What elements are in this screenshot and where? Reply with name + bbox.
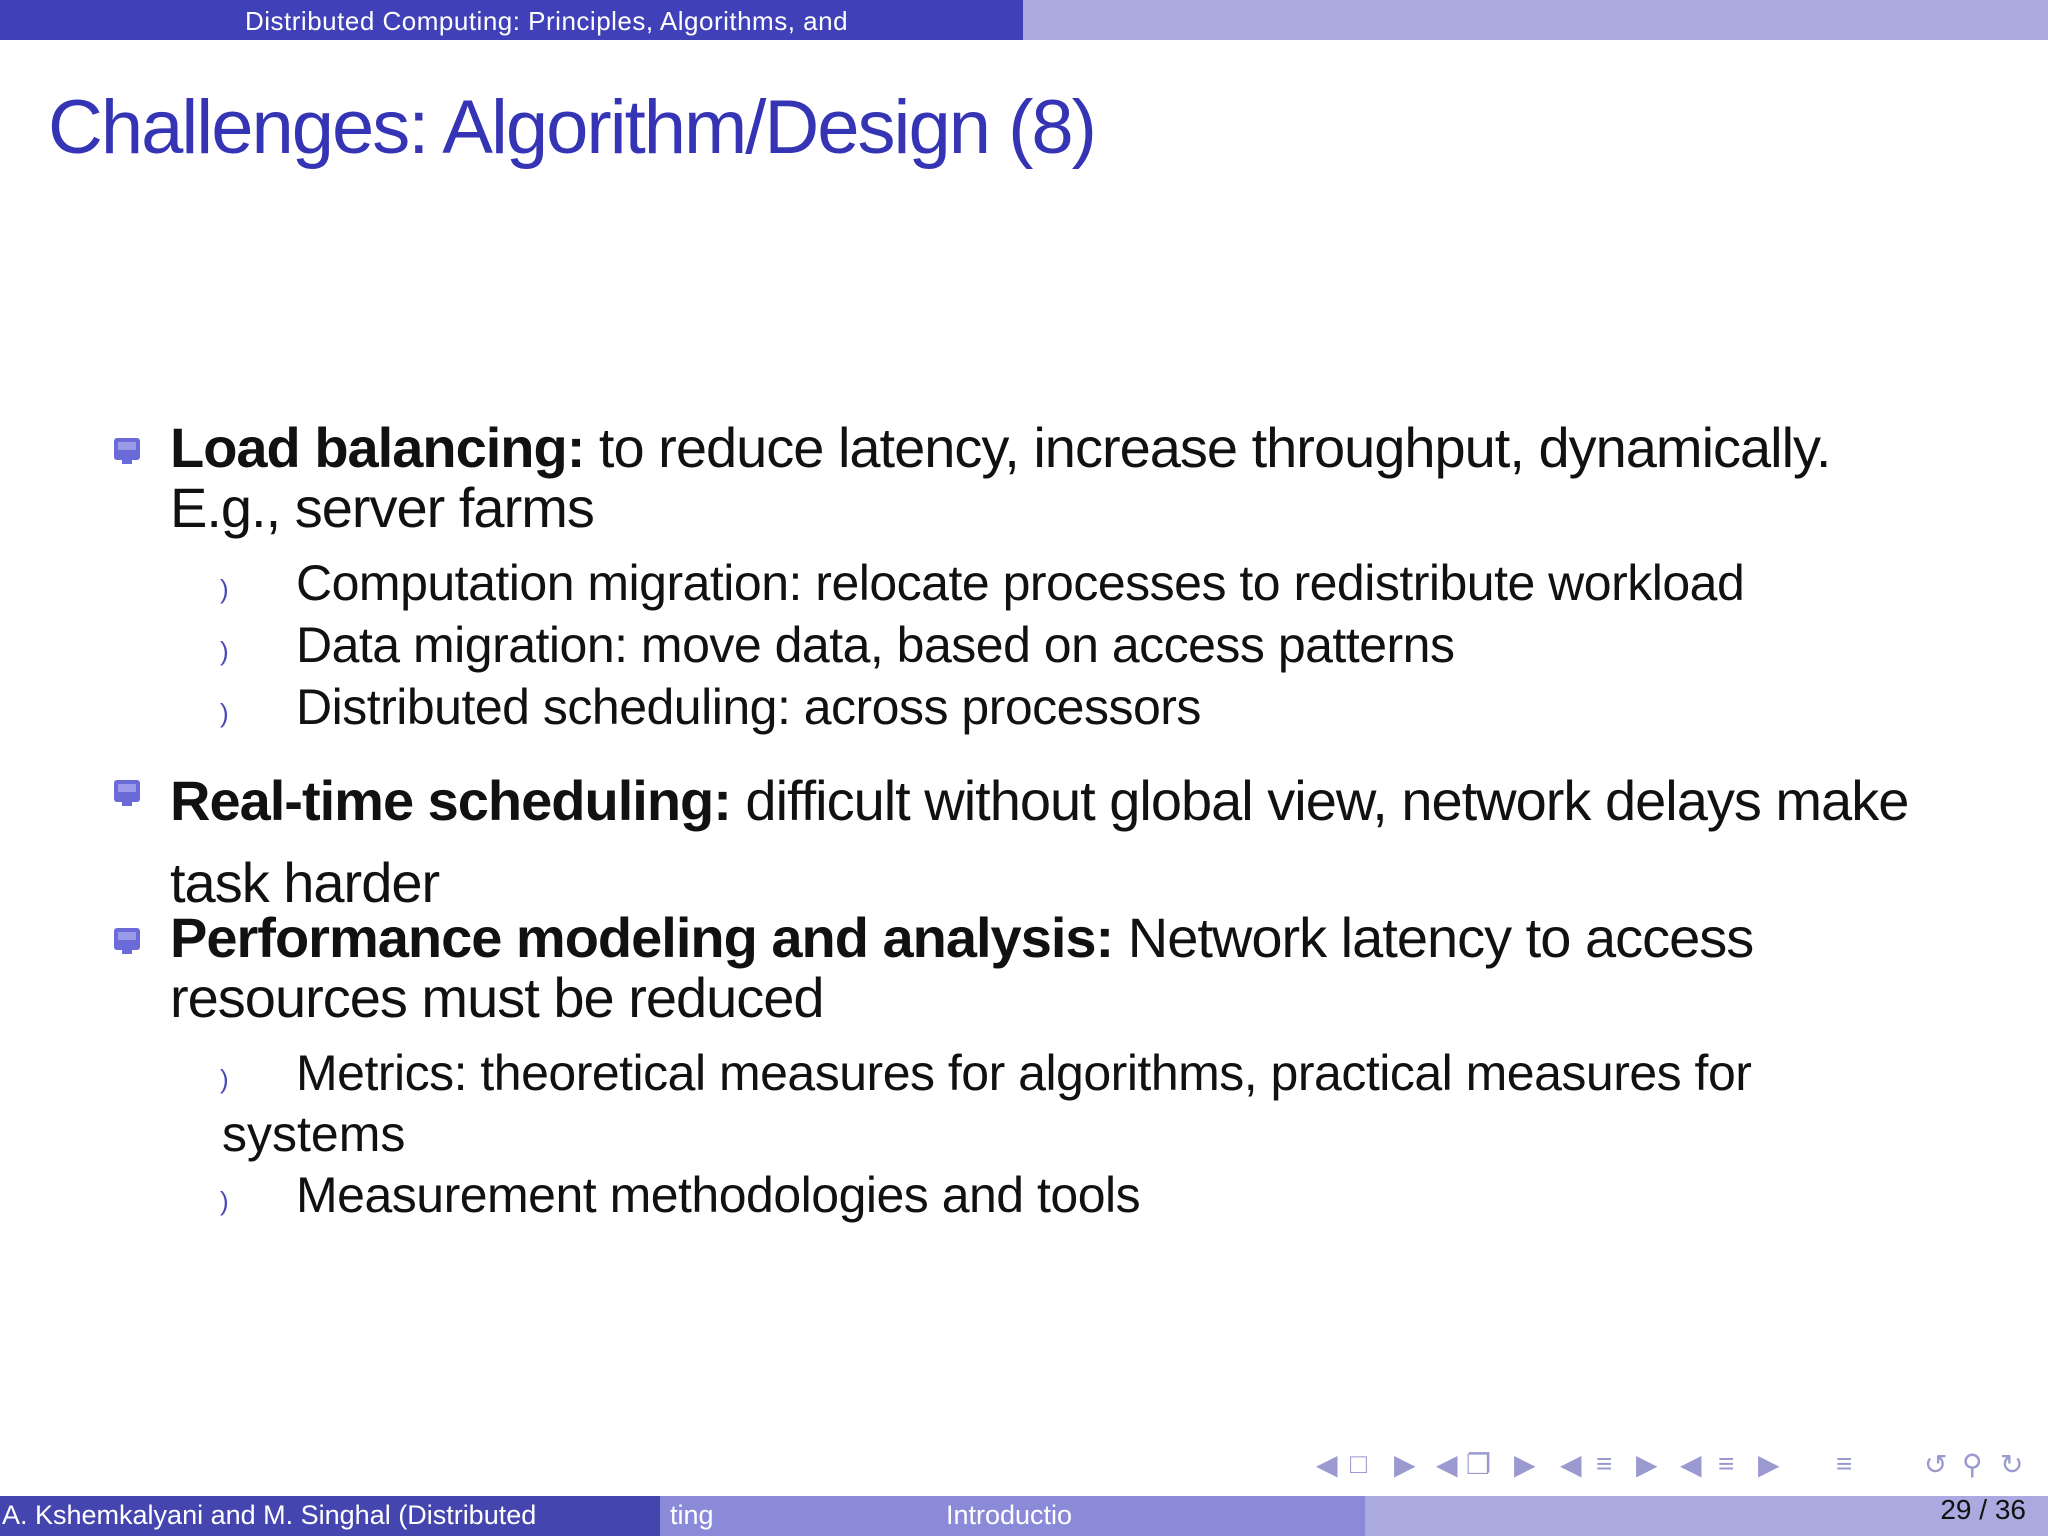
bullet-real-time-scheduling — [170, 760, 1910, 924]
frame-icon[interactable]: □ — [1350, 1448, 1367, 1479]
sub-item: Metrics: theoretical measures for algorithms, practical measures for — [296, 1045, 1752, 1101]
sub-arrow-icon: ) — [220, 698, 229, 728]
frames-icon[interactable]: ❐ — [1466, 1449, 1492, 1480]
sub-item: Data migration: move data, based on access patterns — [296, 617, 1455, 673]
footer-section: Introductio — [946, 1500, 1073, 1530]
bullet-text: to reduce latency, increase throughput, dynamically. E.g., server farms — [170, 416, 1831, 539]
triangle-right-icon[interactable]: ▶ — [1514, 1449, 1536, 1480]
sub-item: Measurement methodologies and tools — [296, 1167, 1141, 1223]
bullet-icon — [112, 436, 142, 466]
bullet-load-balancing — [170, 418, 1910, 538]
bullet-term: Load balancing: — [170, 416, 585, 479]
sub-item-continuation: systems — [222, 1106, 406, 1162]
sub-arrow-icon: ) — [220, 1186, 229, 1216]
bullet-icon — [112, 926, 142, 956]
header-bar-light — [1023, 0, 2048, 40]
sub-arrow-icon: ) — [220, 574, 229, 604]
triangle-right-icon[interactable]: ▶ — [1758, 1449, 1780, 1480]
section-icon[interactable]: ≡ — [1596, 1448, 1613, 1479]
search-icon[interactable]: ⚲ — [1962, 1449, 1983, 1480]
sub-item: Distributed scheduling: across processors — [296, 679, 1201, 735]
sub-arrow-icon: ) — [220, 1064, 229, 1094]
sub-arrow-icon: ) — [220, 636, 229, 666]
bullet-term: Real-time scheduling: — [170, 769, 731, 832]
page-number: 29 / 36 — [1940, 1494, 2026, 1525]
subsection-icon[interactable]: ≡ — [1718, 1448, 1735, 1479]
forward-icon[interactable]: ↻ — [2000, 1449, 2024, 1480]
back-icon[interactable]: ↺ — [1924, 1449, 1948, 1480]
bullet-icon — [112, 778, 142, 808]
slide-title: Challenges: Algorithm/Design (8) — [48, 85, 1095, 170]
bullet-performance-modeling — [170, 908, 1910, 1028]
align-icon[interactable]: ≡ — [1836, 1448, 1853, 1479]
sub-item: Computation migration: relocate processes to redistribute workload — [296, 555, 1745, 611]
triangle-left-icon[interactable]: ◀ — [1316, 1449, 1338, 1480]
header-bar — [0, 0, 2048, 40]
bullet-text: Network latency to access resources must be reduced — [170, 906, 1754, 1029]
triangle-left-icon[interactable]: ◀ — [1436, 1449, 1458, 1480]
triangle-left-icon[interactable]: ◀ — [1560, 1449, 1582, 1480]
header-text: Distributed Computing: Principles, Algorithms, and — [245, 6, 849, 36]
triangle-left-icon[interactable]: ◀ — [1680, 1449, 1702, 1480]
footer-title: ting — [670, 1500, 714, 1530]
triangle-right-icon[interactable]: ▶ — [1394, 1449, 1416, 1480]
footer-authors: A. Kshemkalyani and M. Singhal (Distributed — [2, 1500, 537, 1530]
bullet-term: Performance modeling and analysis: — [170, 906, 1114, 969]
bullet-text: difficult without global view, network delays make task harder — [170, 769, 1909, 914]
triangle-right-icon[interactable]: ▶ — [1636, 1449, 1658, 1480]
